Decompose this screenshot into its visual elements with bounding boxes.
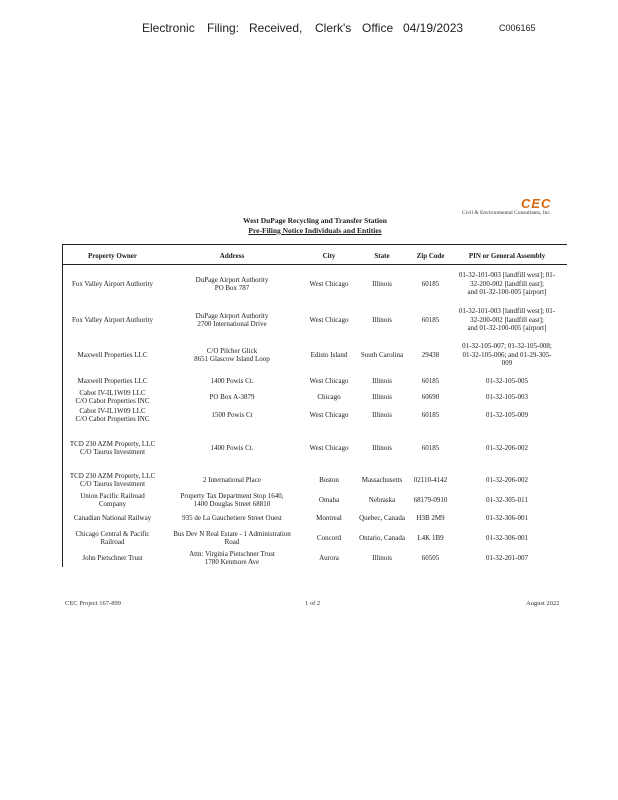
cell-line: 01-32-306-001 <box>486 513 528 522</box>
cell-line: 935 de La Gauchetiere Street Ouest <box>182 513 282 522</box>
cell-zip <box>409 280 452 289</box>
cell-pin <box>448 554 566 563</box>
cell-line: 60185 <box>421 376 440 385</box>
cell-state <box>355 280 409 289</box>
col-header-pin: PIN or General Assembly <box>468 252 546 260</box>
cell-zip <box>409 534 452 543</box>
cell-state <box>355 316 409 325</box>
cell-owner <box>62 514 163 523</box>
cell-line: Illinois <box>372 553 392 562</box>
cell-city <box>298 444 360 453</box>
cell-line: Company <box>98 500 127 508</box>
cell-line: and 01-32-100-005 [airport] <box>467 324 547 333</box>
filing-date: 04/19/2023 <box>403 21 464 35</box>
cell-line: Road <box>224 538 240 546</box>
cell-line: C/O Pilcher Glick <box>206 346 258 355</box>
cell-owner <box>62 554 163 563</box>
filing-header-word: Filing: <box>207 21 240 35</box>
cell-pin <box>448 476 566 485</box>
cell-line: 01-32-101-003 [landfill west]; 01- <box>458 307 556 316</box>
cell-line: Canadian National Railway <box>73 513 152 522</box>
cell-line: Illinois <box>372 376 392 385</box>
cell-line: Illinois <box>372 279 392 288</box>
cell-city <box>298 496 360 505</box>
cell-line: 01-32-306-001 <box>486 533 528 542</box>
cell-zip <box>409 496 452 505</box>
cell-zip <box>409 411 452 420</box>
cell-line: South Carolina <box>360 350 404 359</box>
cell-city <box>298 554 360 563</box>
cell-line: West Chicago <box>309 443 349 452</box>
cell-address <box>172 411 292 420</box>
cell-owner <box>62 407 163 424</box>
cell-line: Illinois <box>372 410 392 419</box>
cell-address <box>172 276 292 293</box>
cell-line: L4K 1B9 <box>417 533 444 542</box>
cell-address <box>172 347 292 364</box>
cell-line: Railroad <box>100 538 125 546</box>
cell-address <box>172 530 292 547</box>
cell-state <box>355 534 409 543</box>
cell-line: 1400 Powis Ct. <box>210 376 254 385</box>
cell-line: 01-32-201-007 <box>486 553 528 562</box>
cell-line: C/O Cabot Properties INC <box>75 397 150 405</box>
cec-logo: CEC <box>521 196 552 211</box>
filing-header <box>0 21 618 37</box>
cell-line: West Chicago <box>309 376 349 385</box>
col-header-owner: Property Owner <box>87 252 138 260</box>
cell-owner <box>62 280 163 289</box>
cell-line: DuPage Airport Authority <box>195 311 269 320</box>
cell-line: West Chicago <box>309 279 349 288</box>
cell-city <box>298 316 360 325</box>
cell-line: TCD 230 AZM Property, LLC <box>69 439 156 448</box>
cell-line: John Pietschner Trust <box>82 553 143 562</box>
filing-header-word: Office <box>362 21 394 35</box>
cell-line: Edisto Island <box>310 350 348 359</box>
cell-line: C/O Taurus Investment <box>79 480 146 488</box>
cell-line: 60505 <box>421 553 440 562</box>
cell-owner <box>62 389 163 406</box>
cell-line: DuPage Airport Authority <box>195 275 269 284</box>
cell-state <box>355 411 409 420</box>
cell-owner <box>62 530 163 547</box>
cell-line: and 01-32-100-005 [airport] <box>467 288 547 297</box>
cell-line: 60690 <box>421 392 440 401</box>
cell-state <box>355 377 409 386</box>
cell-city <box>298 351 360 360</box>
cell-line: 1500 Powis Ct <box>211 410 253 419</box>
cell-line: C/O Cabot Properties INC <box>75 415 150 423</box>
cell-line: C/O Taurus Investment <box>79 448 146 456</box>
cell-line: 32-200-002 [landfill east]; <box>470 279 544 288</box>
col-header-state: State <box>374 252 390 260</box>
cell-line: Illinois <box>372 443 392 452</box>
footer-page: 1 of 2 <box>305 600 321 607</box>
cell-address <box>172 444 292 453</box>
cell-address <box>172 377 292 386</box>
cell-line: Union Pacific Railroad <box>80 491 145 500</box>
filing-header-word: Electronic <box>142 21 195 35</box>
cell-zip <box>409 316 452 325</box>
cell-pin <box>448 393 566 402</box>
cell-city <box>298 411 360 420</box>
cell-line: 01-32-105-005 <box>486 376 528 385</box>
document-subtitle: Pre-Filing Notice Individuals and Entities <box>248 226 382 235</box>
cell-line: 1780 Kenmore Ave <box>204 558 260 566</box>
cell-address <box>172 476 292 485</box>
cell-zip <box>409 444 452 453</box>
cell-address <box>172 312 292 329</box>
cell-line: 01-32-101-003 [landfill west]; 01- <box>458 271 556 280</box>
cell-line: Maxwell Properties LLC <box>77 376 148 385</box>
footer-project: CEC Project 167-899 <box>65 600 121 607</box>
cec-logo-subtitle: Civil & Environmental Consultants, Inc. <box>462 210 552 216</box>
cell-line: 60185 <box>421 443 440 452</box>
cell-pin <box>448 307 566 333</box>
cell-line: 01-32-206-002 <box>486 443 528 452</box>
cell-address <box>172 393 292 402</box>
cell-address <box>172 492 292 509</box>
cell-zip <box>409 351 452 360</box>
filing-header-word: Received, <box>249 21 303 35</box>
cell-owner <box>62 316 163 325</box>
cell-line: West Chicago <box>309 315 349 324</box>
cell-owner <box>62 472 163 489</box>
document-title: West DuPage Recycling and Transfer Station <box>243 216 387 225</box>
cell-state <box>355 351 409 360</box>
cell-line: 68179-0910 <box>413 495 448 504</box>
cell-state <box>355 444 409 453</box>
cell-line: Chicago <box>317 392 341 401</box>
cell-pin <box>448 411 566 420</box>
cell-city <box>298 377 360 386</box>
cell-line: 1400 Powis Ct. <box>210 443 254 452</box>
cell-line: 01-32-105-009 <box>486 410 528 419</box>
cell-line: 02110-4142 <box>413 475 448 484</box>
filing-header-word: Clerk's <box>315 21 352 35</box>
table-top-rule <box>62 244 567 245</box>
cell-line: Property Tax Department Stop 1640, <box>180 491 284 500</box>
cell-pin <box>448 377 566 386</box>
cell-line: Fox Valley Airport Authority <box>72 315 153 324</box>
cell-line: Cabot IV-IL1W09 LLC <box>79 406 146 415</box>
cell-city <box>298 280 360 289</box>
cell-line: Fox Valley Airport Authority <box>72 279 153 288</box>
cell-state <box>355 496 409 505</box>
cell-owner <box>62 440 163 457</box>
cell-pin <box>448 514 566 523</box>
cell-line: 2700 International Drive <box>197 320 267 328</box>
cell-zip <box>409 554 452 563</box>
cell-line: 01-32-305-011 <box>486 495 528 504</box>
cell-address <box>172 550 292 567</box>
cell-city <box>298 534 360 543</box>
cell-line: Omaha <box>318 495 340 504</box>
cell-state <box>355 514 409 523</box>
cell-line: Illinois <box>372 315 392 324</box>
cell-owner <box>62 351 163 360</box>
cell-line: 32-200-002 [landfill east]; <box>470 315 544 324</box>
cell-line: 01-32-206-002 <box>486 475 528 484</box>
cell-line: 2 International Place <box>203 475 261 484</box>
cell-line: Ontario, Canada <box>359 533 405 542</box>
cell-line: Boston <box>319 475 339 484</box>
table-header-rule <box>62 264 567 265</box>
cell-line: H3B 2M9 <box>416 513 445 522</box>
footer-date: August 2022 <box>526 600 560 607</box>
cell-line: PO Box A-3879 <box>209 392 255 401</box>
cell-pin <box>448 496 566 505</box>
cell-city <box>298 393 360 402</box>
cell-line: 29438 <box>421 350 440 359</box>
cell-pin <box>448 342 566 368</box>
cell-line: Quebec, Canada <box>359 513 405 522</box>
filing-code: C006165 <box>499 23 536 33</box>
cell-line: Chicago Central & Pacific <box>75 529 150 538</box>
cell-pin <box>448 271 566 297</box>
cell-city <box>298 514 360 523</box>
cell-line: 8651 Glascow Island Loop <box>194 355 270 363</box>
cell-owner <box>62 492 163 509</box>
cell-line: Massachusetts <box>361 475 403 484</box>
cell-state <box>355 476 409 485</box>
cell-zip <box>409 377 452 386</box>
cell-line: 009 <box>501 359 513 368</box>
cell-line: Illinois <box>372 392 392 401</box>
cell-zip <box>409 393 452 402</box>
cell-line: Aurora <box>319 553 339 562</box>
cell-line: 60185 <box>421 315 440 324</box>
cell-line: Nebraska <box>368 495 396 504</box>
cell-line: 1400 Douglas Street 68810 <box>193 500 271 508</box>
col-header-city: City <box>322 252 336 260</box>
col-header-zip: Zip Code <box>416 252 445 260</box>
cell-city <box>298 476 360 485</box>
cell-line: Attn: Virginia Pietschner Trust <box>189 549 275 558</box>
cell-zip <box>409 514 452 523</box>
cell-line: 60185 <box>421 410 440 419</box>
cell-line: Montreal <box>316 513 342 522</box>
cell-line: 01-32-105-007; 01-32-105-008; <box>462 342 552 351</box>
cell-line: 60185 <box>421 279 440 288</box>
cell-state <box>355 554 409 563</box>
cell-line: 01-32-105-006; and 01-29-305- <box>462 350 552 359</box>
cell-owner <box>62 377 163 386</box>
cell-pin <box>448 444 566 453</box>
cell-pin <box>448 534 566 543</box>
cell-line: PO Box 787 <box>214 284 250 292</box>
cell-line: Maxwell Properties LLC <box>77 350 148 359</box>
cell-line: Concord <box>316 533 342 542</box>
cell-line: West Chicago <box>309 410 349 419</box>
cell-line: 01-32-105-003 <box>486 392 528 401</box>
cell-line: TCD 230 AZM Property, LLC <box>69 471 156 480</box>
cell-line: Bus Dev N Real Estate - 1 Administration <box>173 529 291 538</box>
cell-address <box>172 514 292 523</box>
cell-line: Cabot IV-IL1W09 LLC <box>79 388 146 397</box>
col-header-address: Address <box>219 252 245 260</box>
cell-state <box>355 393 409 402</box>
cell-zip <box>409 476 452 485</box>
